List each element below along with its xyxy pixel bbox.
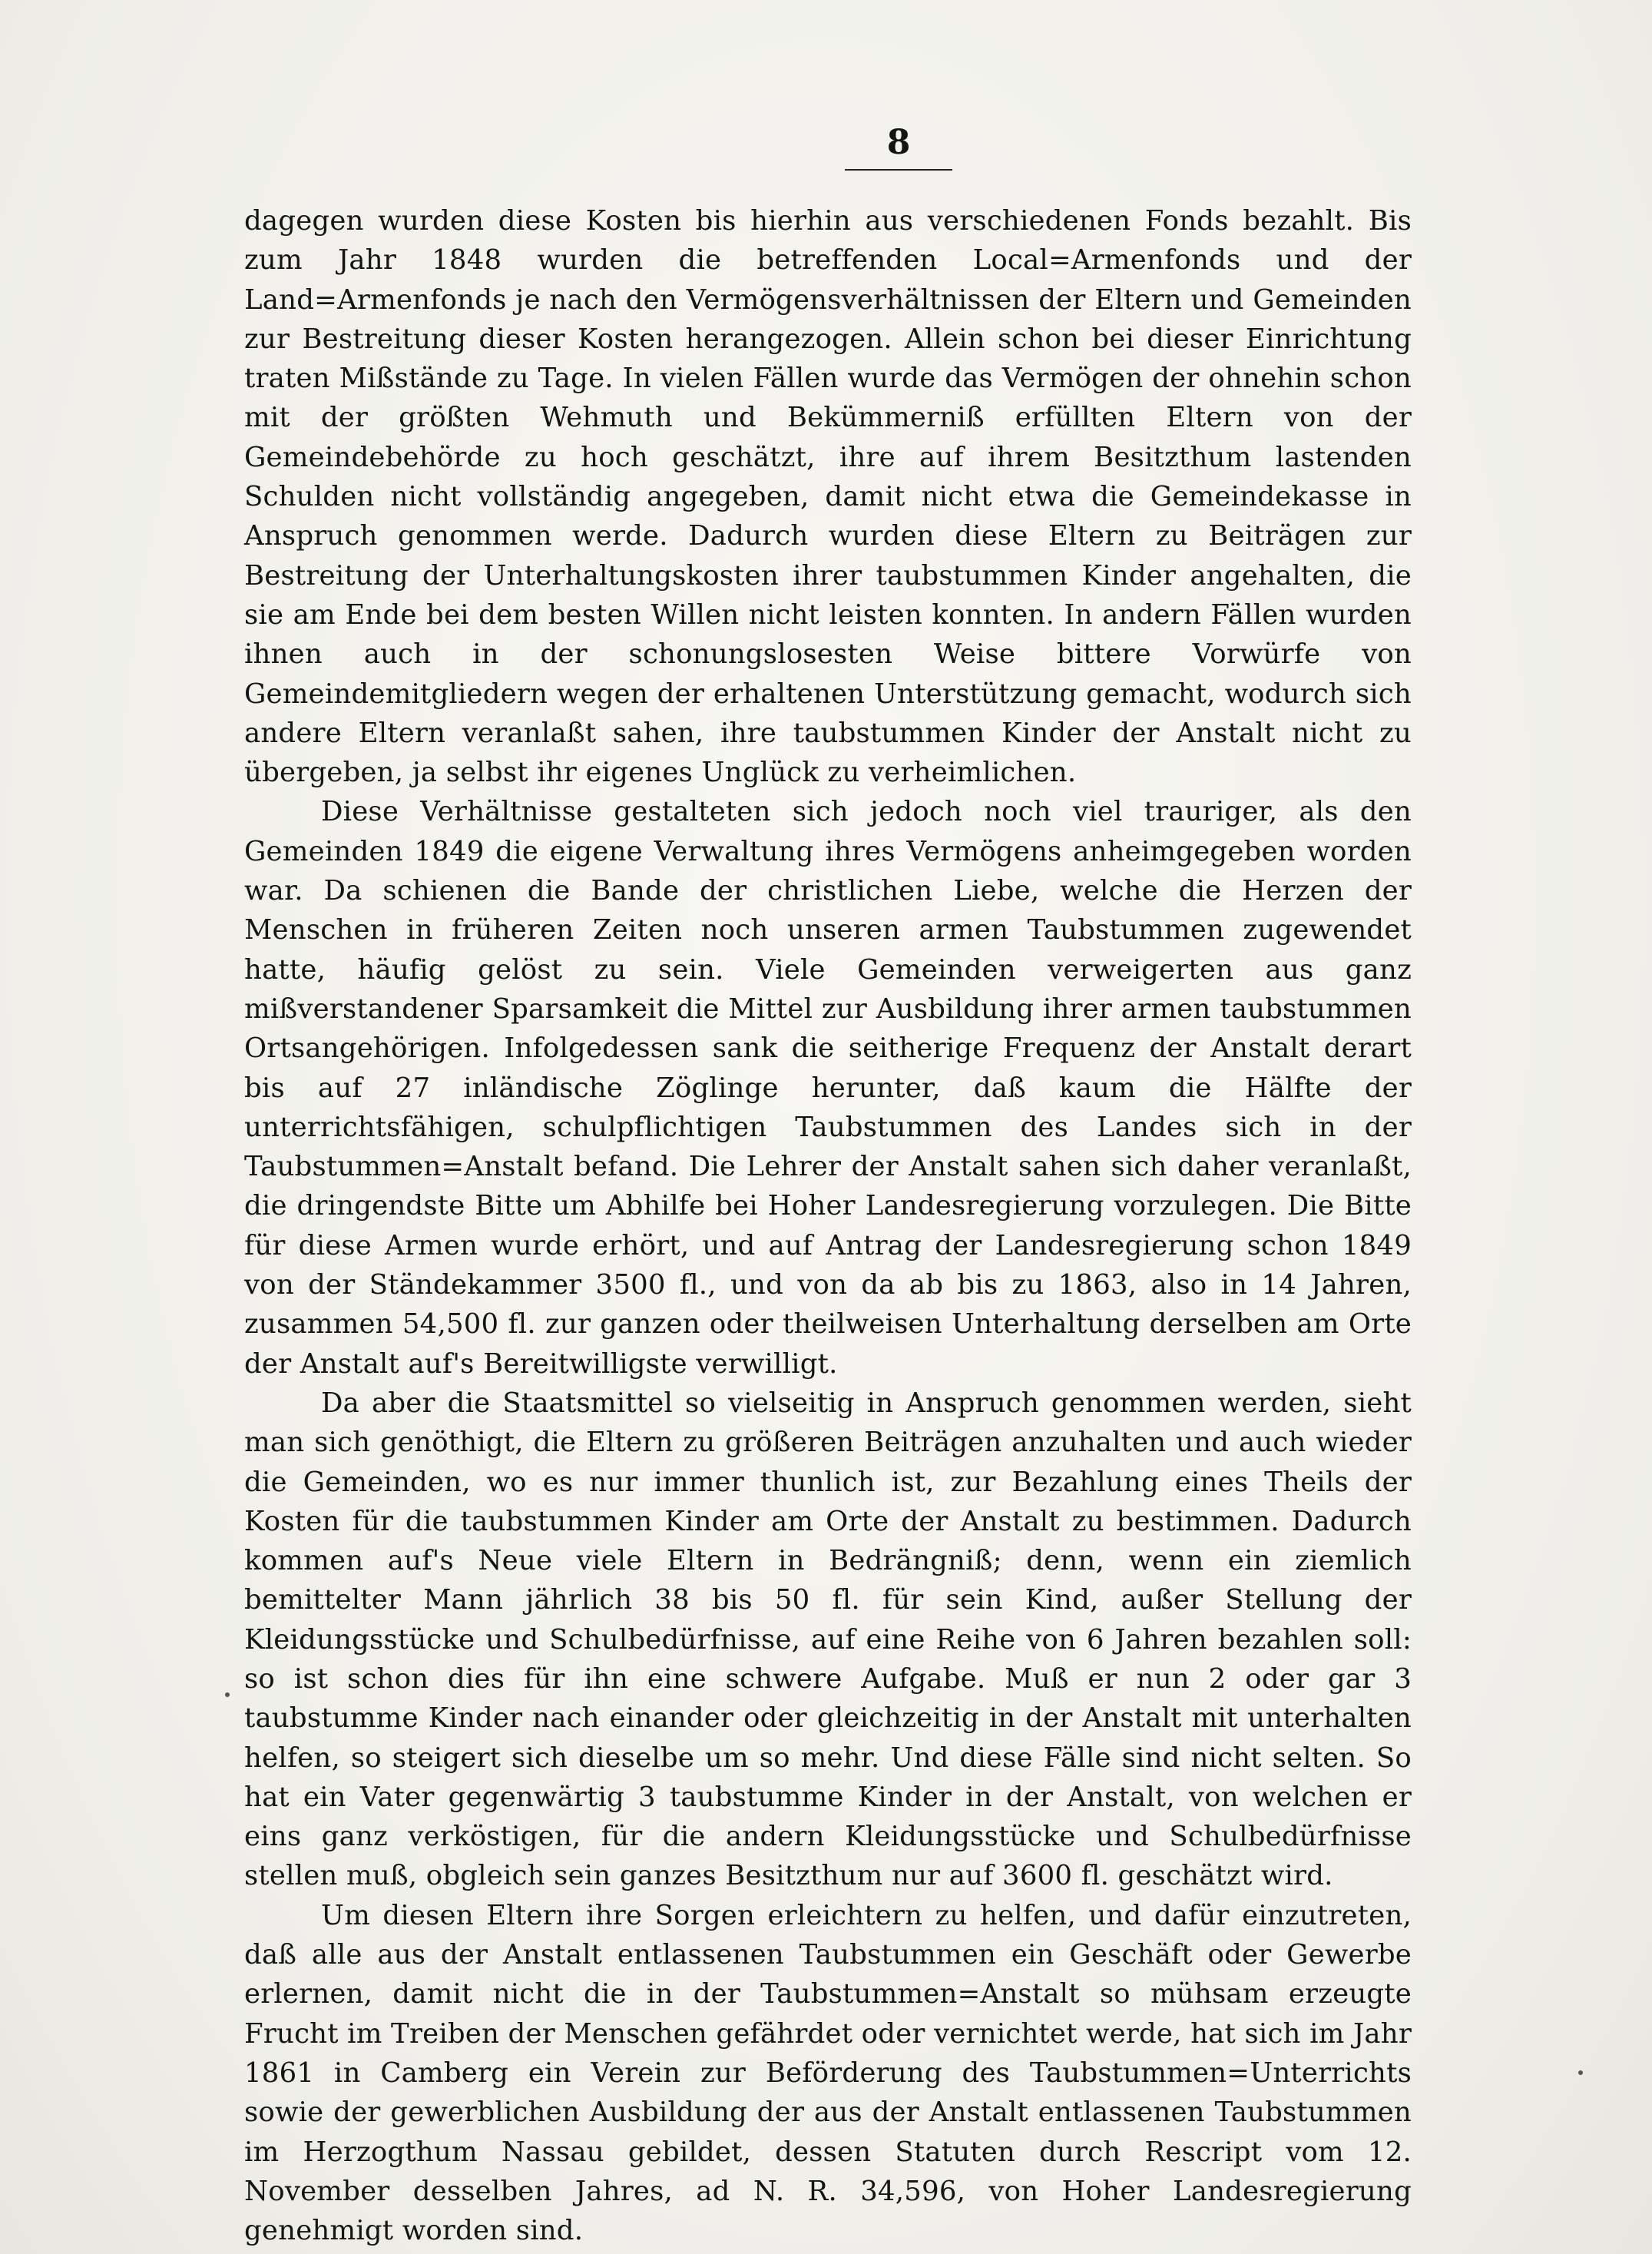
header-rule bbox=[845, 169, 952, 171]
scan-speck bbox=[1578, 2070, 1583, 2075]
scan-speck bbox=[225, 1692, 230, 1697]
page-number: 8 bbox=[886, 123, 911, 162]
paragraph-4: Um diesen Eltern ihre Sorgen erleichtern zu helfen, und dafür einzutreten, daß alle aus der Anstalt entlassenen Taubstummen ein Geschäft oder Gewerbe erlernen, damit nicht die in der Taubstummen=Anstalt so mühsam erzeugte Frucht im Treiben der Menschen gefährdet oder vernichtet werde, hat sich im Jahr 1861 in Camberg ein Verein zur Beförderung des Taubstummen=Unterrichts sowie der gewerblichen Ausbildung der aus der Anstalt entlassenen Taubstummen im Herzogthum Nassau gebildet, dessen Statuten durch Rescript vom 12. November desselben Jahres, ad N. R. 34,596, von Hoher Landesregierung genehmigt worden sind. bbox=[244, 1899, 1412, 2247]
body-text bbox=[244, 201, 1412, 2250]
paragraph-2: Diese Verhältnisse gestalteten sich jedoch noch viel trauriger, als den Gemeinden 1849 die eigene Verwaltung ihres Vermögens anheimgegeben worden war. Da schienen die Bande der christlichen Liebe, welche die Herzen der Menschen in früheren Zeiten noch unseren armen Taubstummen zugewendet hatte, häufig gelöst zu sein. Viele Gemeinden verweigerten aus ganz mißverstandener Sparsamkeit die Mittel zur Ausbildung ihrer armen taubstummen Ortsangehörigen. Infolgedessen sank die seitherige Frequenz der Anstalt derart bis auf 27 inländische Zöglinge herunter, daß kaum die Hälfte der unterrichtsfähigen, schulpflichtigen Taubstummen des Landes sich in der Taubstummen=Anstalt befand. Die Lehrer der Anstalt sahen sich daher veranlaßt, die dringendste Bitte um Abhilfe bei Hoher Landesregierung vorzulegen. Die Bitte für diese Armen wurde erhört, und auf Antrag der Landesregierung schon 1849 von der Ständekammer 3500 fl., und von da ab bis zu 1863, also in 14 Jahren, zusammen 54,500 fl. zur ganzen oder theilweisen Unterhaltung derselben am Orte der Anstalt auf's Bereitwilligste verwilligt. bbox=[244, 796, 1412, 1380]
paragraph-1: dagegen wurden diese Kosten bis hierhin aus verschiedenen Fonds bezahlt. Bis zum Jahr 1848 wurden die betreffenden Local=Armenfonds und der Land=Armenfonds je nach den Vermögensverhältnissen der Eltern und Gemeinden zur Bestreitung dieser Kosten herangezogen. Allein schon bei dieser Einrichtung traten Mißstände zu Tage. In vielen Fällen wurde das Vermögen der ohnehin schon mit der größten Wehmuth und Bekümmerniß erfüllten Eltern von der Gemeindebehörde zu hoch geschätzt, ihre auf ihrem Besitzthum lastenden Schulden nicht vollständig angegeben, damit nicht etwa die Gemeindekasse in Anspruch genommen werde. Dadurch wurden diese Eltern zu Beiträgen zur Bestreitung der Unterhaltungskosten ihrer taubstummen Kinder angehalten, die sie am Ende bei dem besten Willen nicht leisten konnten. In andern Fällen wurden ihnen auch in der schonungslosesten Weise bittere Vorwürfe von Gemeindemitgliedern wegen der erhaltenen Unterstützung gemacht, wodurch sich andere Eltern veranlaßt sahen, ihre taubstummen Kinder der Anstalt nicht zu übergeben, ja selbst ihr eigenes Unglück zu verheimlichen. bbox=[244, 205, 1412, 789]
paragraph-3: Da aber die Staatsmittel so vielseitig in Anspruch genommen werden, sieht man sich genöthigt, die Eltern zu größeren Beiträgen anzuhalten und auch wieder die Gemeinden, wo es nur immer thunlich ist, zur Bezahlung eines Theils der Kosten für die taubstummen Kinder am Orte der Anstalt zu bestimmen. Dadurch kommen auf's Neue viele Eltern in Bedrängniß; denn, wenn ein ziemlich bemittelter Mann jährlich 38 bis 50 fl. für sein Kind, außer Stellung der Kleidungsstücke und Schulbedürfnisse, auf eine Reihe von 6 Jahren bezahlen soll: so ist schon dies für ihn eine schwere Aufgabe. Muß er nun 2 oder gar 3 taubstumme Kinder nach einander oder gleichzeitig in der Anstalt mit unterhalten helfen, so steigert sich dieselbe um so mehr. Und diese Fälle sind nicht selten. So hat ein Vater gegenwärtig 3 taubstumme Kinder in der Anstalt, von welchen er eins ganz verköstigen, für die andern Kleidungsstücke und Schulbedürfnisse stellen muß, obgleich sein ganzes Besitzthum nur auf 3600 fl. geschätzt wird. bbox=[244, 1387, 1412, 1892]
